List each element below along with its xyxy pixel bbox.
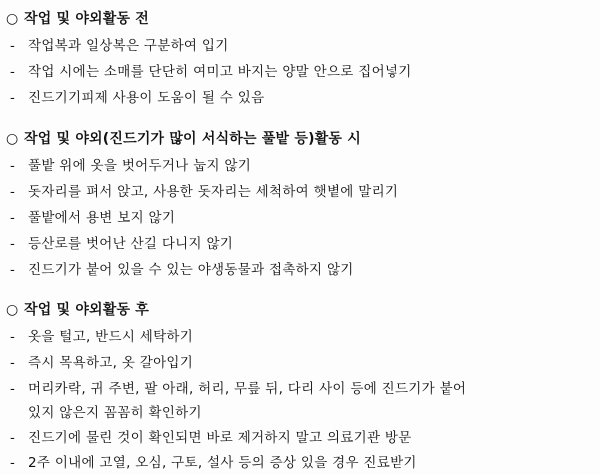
section-title: 작업 및 야외활동 전 [24, 11, 150, 27]
section-heading [6, 8, 149, 28]
section-heading [6, 299, 149, 319]
list-item: - 즉시 목욕하고, 옷 갈아입기 [10, 355, 194, 371]
circle-bullet-icon: ○ [6, 131, 19, 147]
list-item: - 진드기가 붙어 있을 수 있는 야생동물과 접촉하지 않기 [10, 262, 354, 278]
section-title: 작업 및 야외(진드기가 많이 서식하는 풀밭 등)활동 시 [24, 131, 361, 147]
list-item: - 머리카락, 귀 주변, 팔 아래, 허리, 무릎 뒤, 다리 사이 등에 진드기가 붙어 [10, 381, 467, 397]
list-item: - 진드기에 물린 것이 확인되면 바로 제거하지 말고 의료기관 방문 [10, 430, 412, 446]
list-item-continuation: 있지 않은지 꼼꼼히 확인하기 [28, 405, 202, 421]
list-item: - 옷을 털고, 반드시 세탁하기 [10, 329, 194, 345]
section-title: 작업 및 야외활동 후 [24, 302, 150, 318]
list-item: - 2주 이내에 고열, 오심, 구토, 설사 등의 증상 있을 경우 진료받기 [10, 455, 417, 471]
circle-bullet-icon: ○ [6, 302, 19, 318]
list-item: - 진드기기피제 사용이 도움이 될 수 있음 [10, 90, 265, 106]
list-item: - 등산로를 벗어난 산길 다니지 않기 [10, 236, 234, 252]
list-item: - 작업 시에는 소매를 단단히 여미고 바지는 양말 안으로 집어넣기 [10, 64, 412, 80]
list-item: - 풀밭에서 용변 보지 않기 [10, 210, 176, 226]
section-heading [6, 128, 361, 148]
circle-bullet-icon: ○ [6, 11, 19, 27]
list-item: - 풀밭 위에 옷을 벗어두거나 눕지 않기 [10, 158, 252, 174]
list-item: - 돗자리를 펴서 앉고, 사용한 돗자리는 세척하여 햇볕에 말리기 [10, 184, 399, 200]
list-item: - 작업복과 일상복은 구분하여 입기 [10, 38, 229, 54]
